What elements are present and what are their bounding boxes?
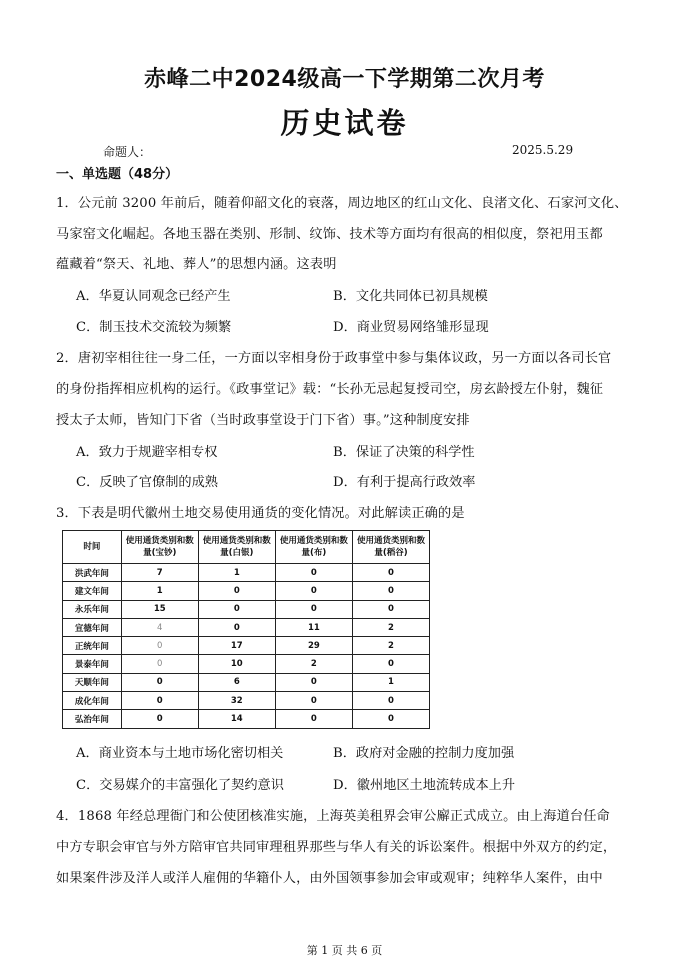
table-row [63,600,430,618]
table-cell-value: 0 [198,600,275,618]
q3-option-a[interactable]: A．商业资本与土地市场化密切相关 [76,746,284,761]
table-row [63,637,430,655]
table-cell-value: 4 [121,618,198,636]
subject-title: 历史试卷 [280,106,409,140]
q3-option-c[interactable]: C．交易媒介的丰富强化了契约意识 [76,778,284,793]
table-header-row [63,531,430,564]
table-cell-period: 建文年间 [63,582,122,600]
table-cell-value: 1 [121,582,198,600]
table-row [63,564,430,582]
table-cell-value: 0 [275,692,352,710]
q2-option-c[interactable]: C．反映了官僚制的成熟 [76,475,218,490]
table-row [63,655,430,673]
table-cell-value: 7 [121,564,198,582]
currency-table [62,530,430,729]
q4-line-3: 如果案件涉及洋人或洋人雇佣的华籍仆人，由外国领事参加会审或观审；纯粹华人案件，由中 [56,871,603,886]
table-cell-value: 0 [275,600,352,618]
table-cell-value: 2 [275,655,352,673]
q1-line-2: 马家窑文化崛起。各地玉器在类别、形制、纹饰、技术等方面均有很高的相似度，祭祀用玉都 [56,227,603,242]
table-cell-value: 1 [352,673,429,691]
table-cell-value: 0 [121,673,198,691]
table-cell-value: 0 [275,710,352,728]
table-cell-value: 0 [275,582,352,600]
table-cell-value: 2 [352,637,429,655]
table-cell-value: 0 [121,692,198,710]
table-cell-value: 0 [198,618,275,636]
table-cell-value: 0 [275,673,352,691]
table-row [63,618,430,636]
table-row [63,710,430,728]
table-cell-period: 弘治年间 [63,710,122,728]
table-cell-value: 0 [352,582,429,600]
table-cell-value: 1 [198,564,275,582]
q1-line-1: 1．公元前 3200 年前后，随着仰韶文化的衰落，周边地区的红山文化、良渚文化、石家河文化、 [56,196,628,211]
table-cell-period: 景泰年间 [63,655,122,673]
table-cell-value: 29 [275,637,352,655]
table-cell-value: 0 [352,692,429,710]
table-header-silver: 使用通货类别和数量(白银) [198,531,275,564]
exam-date: 2025.5.29 [512,143,574,157]
table-cell-value: 0 [352,600,429,618]
table-header-grain: 使用通货类别和数量(稻谷) [352,531,429,564]
q3-stem: 3．下表是明代徽州土地交易使用通货的变化情况。对此解读正确的是 [56,506,465,521]
table-cell-value: 0 [198,582,275,600]
table-cell-value: 0 [121,710,198,728]
q1-option-b[interactable]: B．文化共同体已初具规模 [333,289,488,304]
author-label: 命题人： [103,145,152,159]
table-row [63,582,430,600]
table-cell-value: 0 [275,564,352,582]
table-cell-period: 天顺年间 [63,673,122,691]
q3-option-d[interactable]: D．徽州地区土地流转成本上升 [333,778,516,793]
table-cell-period: 正统年间 [63,637,122,655]
table-cell-value: 6 [198,673,275,691]
table-cell-period: 洪武年间 [63,564,122,582]
section-heading: 一、单选题（48分） [56,167,179,182]
q2-option-d[interactable]: D．有利于提高行政效率 [333,475,476,490]
table-cell-value: 0 [352,564,429,582]
table-cell-value: 17 [198,637,275,655]
table-header-baochao: 使用通货类别和数量(宝钞) [121,531,198,564]
table-cell-value: 14 [198,710,275,728]
table-row [63,692,430,710]
q2-line-2: 的身份指挥相应机构的运行。《政事堂记》载：“长孙无忌起复授司空，房玄龄授左仆射，魏征 [56,382,604,397]
table-cell-period: 永乐年间 [63,600,122,618]
q1-option-d[interactable]: D．商业贸易网络雏形显现 [333,320,489,335]
exam-title: 赤峰二中2024级高一下学期第二次月考 [144,67,545,92]
table-cell-value: 32 [198,692,275,710]
table-cell-period: 成化年间 [63,692,122,710]
table-cell-period: 宣德年间 [63,618,122,636]
table-cell-value: 0 [352,710,429,728]
q1-option-a[interactable]: A．华夏认同观念已经产生 [76,289,231,304]
q4-line-1: 4．1868 年经总理衙门和公使团核准实施，上海英美租界会审公廨正式成立。由上海道台任命 [56,809,610,824]
table-cell-value: 0 [352,655,429,673]
q3-option-b[interactable]: B．政府对金融的控制力度加强 [333,746,515,761]
q2-line-3: 授太子太师，皆知门下省（当时政事堂设于门下省）事。”这种制度安排 [56,413,470,428]
table-header-period: 时间 [63,531,122,564]
table-cell-value: 0 [121,655,198,673]
table-cell-value: 2 [352,618,429,636]
q2-option-b[interactable]: B．保证了决策的科学性 [333,445,475,460]
q2-option-a[interactable]: A．致力于规避宰相专权 [76,445,218,460]
page-footer: 第 1 页 共 6 页 [306,944,383,957]
table-header-cloth: 使用通货类别和数量(布) [275,531,352,564]
table-cell-value: 11 [275,618,352,636]
q1-line-3: 蕴藏着“祭天、礼地、葬人”的思想内涵。这表明 [56,257,337,272]
q1-option-c[interactable]: C．制玉技术交流较为频繁 [76,320,232,335]
table-cell-value: 10 [198,655,275,673]
table-row [63,673,430,691]
table-cell-value: 0 [121,637,198,655]
table-cell-value: 15 [121,600,198,618]
q2-line-1: 2．唐初宰相往往一身二任，一方面以宰相身份于政事堂中参与集体议政，另一方面以各司长官 [56,351,612,366]
q4-line-2: 中方专职会审官与外方陪审官共同审理租界那些与华人有关的诉讼案件。根据中外双方的约定， [56,840,617,855]
